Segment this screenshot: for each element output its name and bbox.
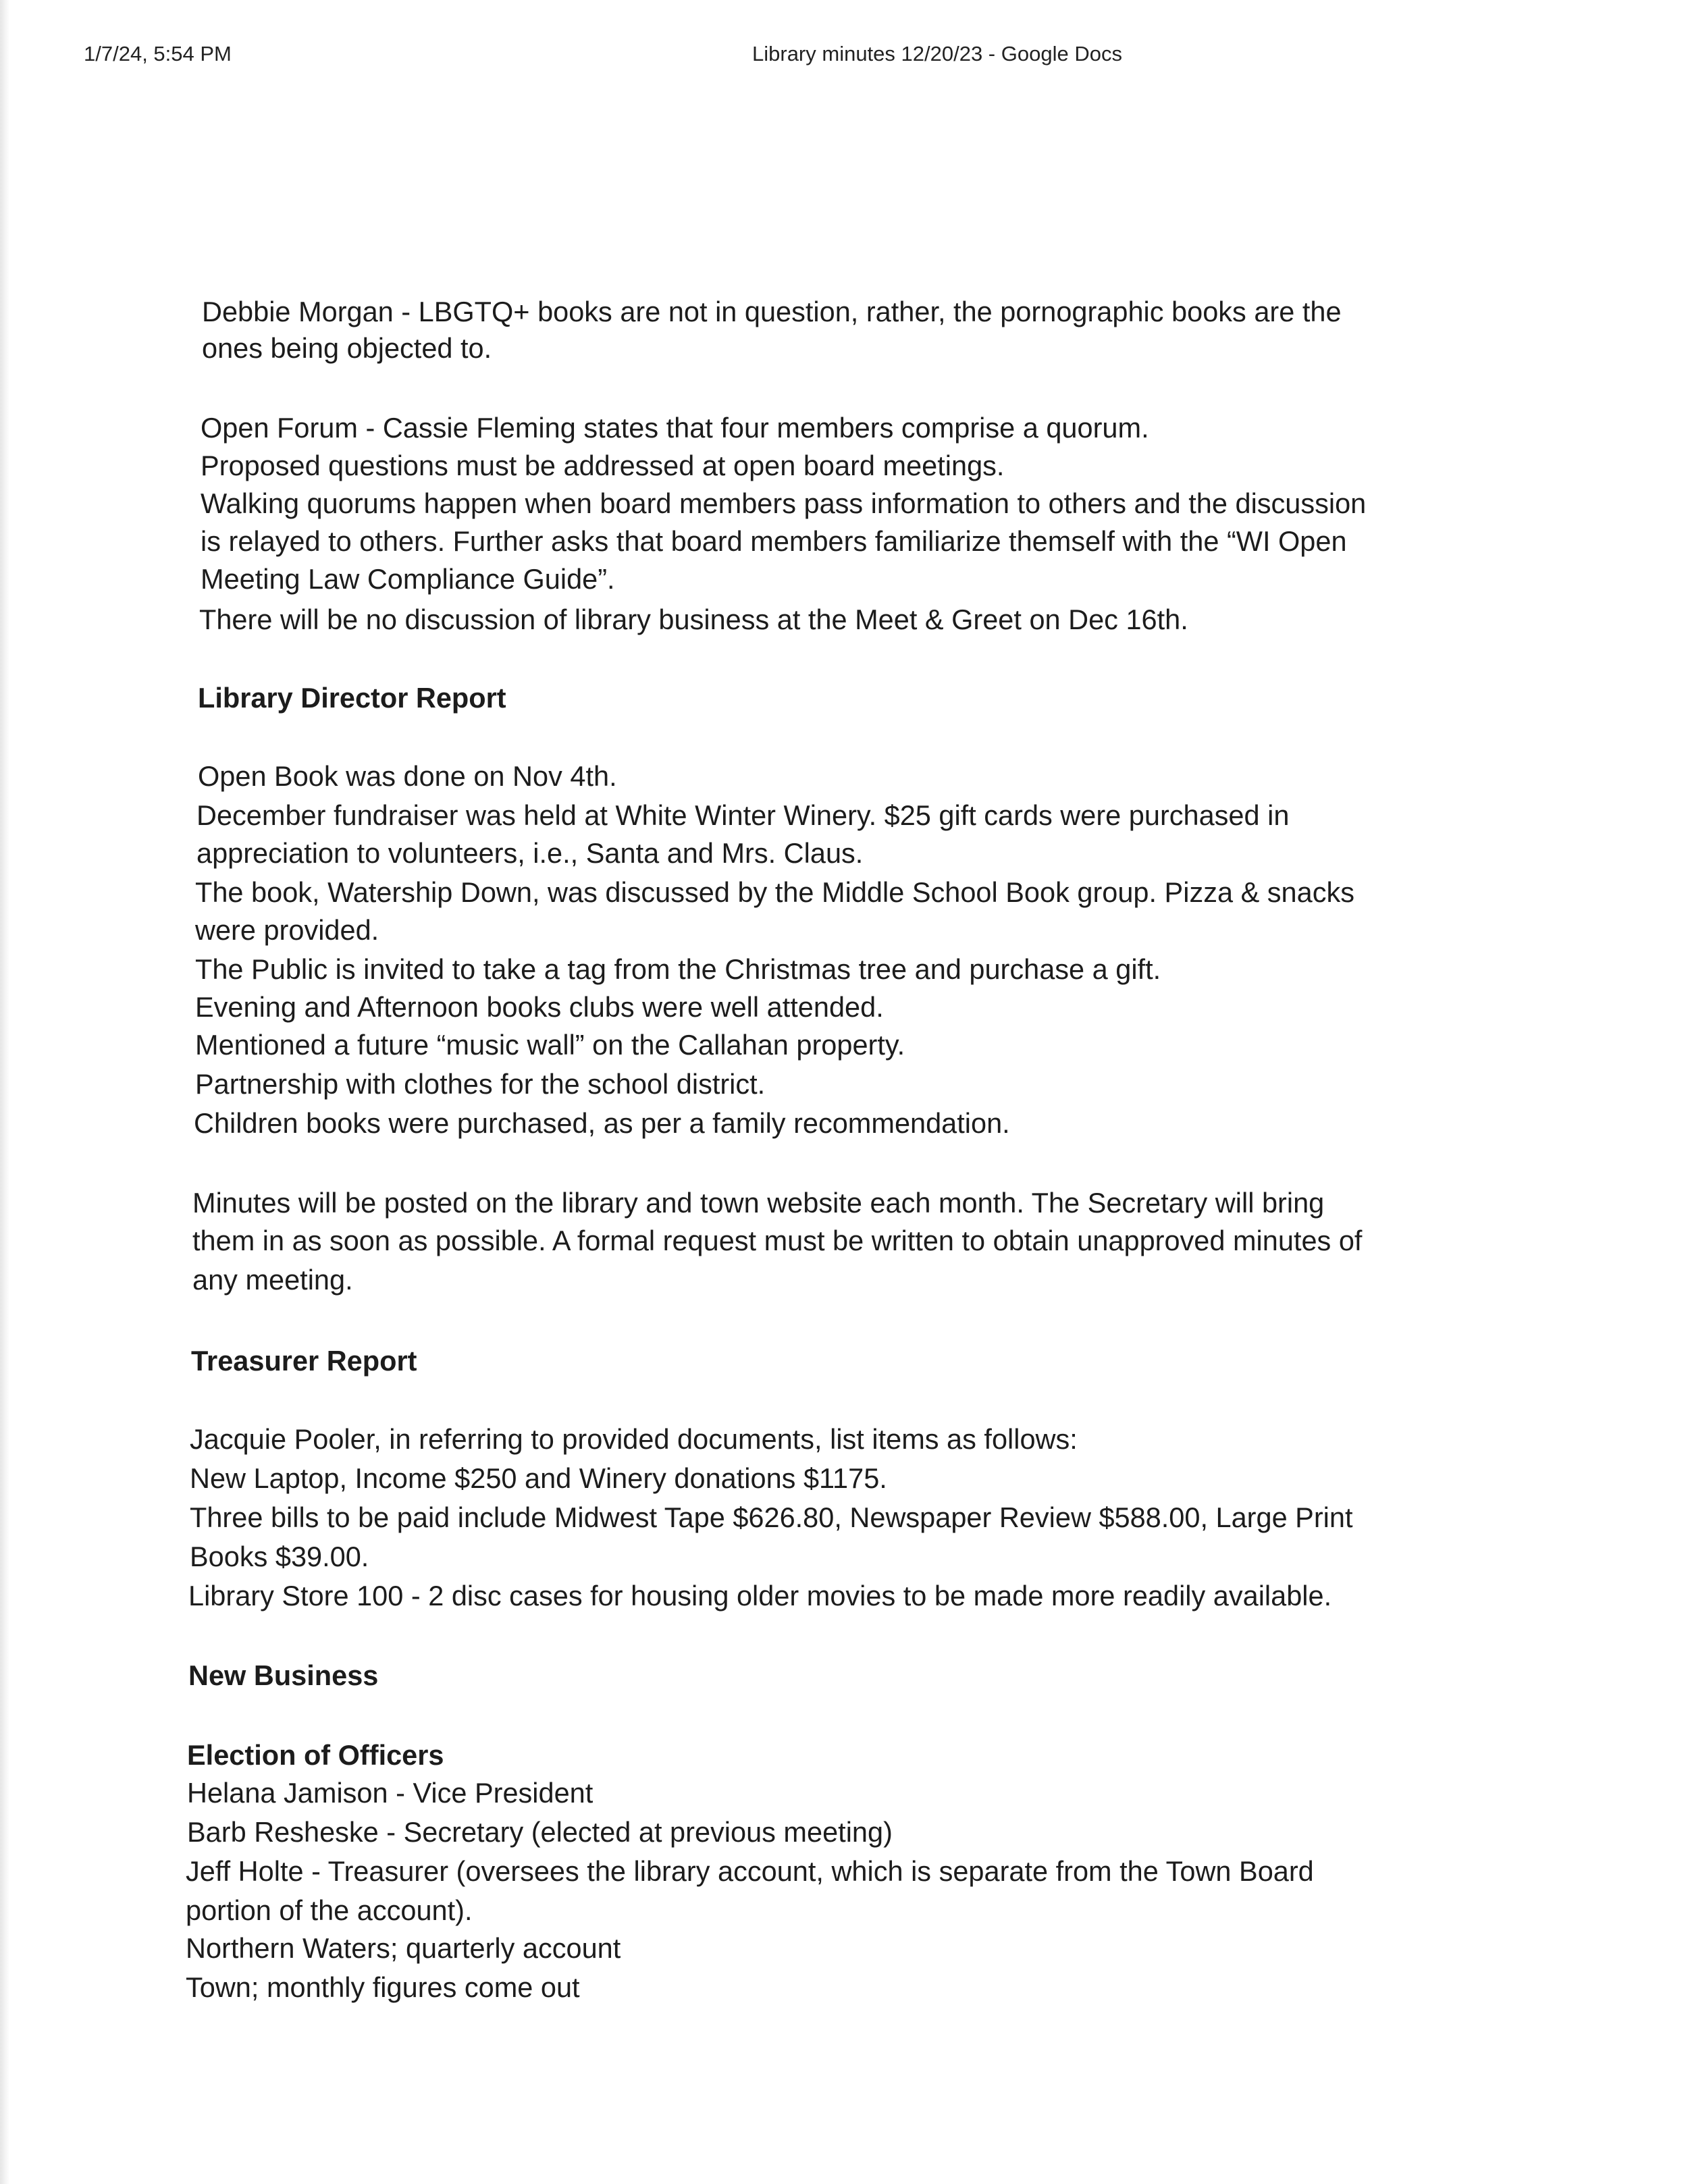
print-header [0, 42, 1688, 69]
paragraph-line: appreciation to volunteers, i.e., Santa and Mrs. Claus. [196, 837, 864, 869]
paragraph-line: is relayed to others. Further asks that board members familiarize themself with the “WI Open [201, 525, 1347, 557]
paragraph-line: were provided. [195, 914, 379, 946]
paragraph-line: Debbie Morgan - LBGTQ+ books are not in question, rather, the pornographic books are the [202, 296, 1342, 327]
paragraph-line: Three bills to be paid include Midwest Tape $626.80, Newspaper Review $588.00, Large Print [190, 1501, 1353, 1533]
paragraph-line: New Laptop, Income $250 and Winery donations $1175. [190, 1462, 887, 1494]
paragraph-line: Books $39.00. [190, 1541, 369, 1572]
paragraph-line: ones being objected to. [202, 332, 492, 364]
scan-edge [0, 0, 9, 2184]
paragraph-line: them in as soon as possible. A formal request must be written to obtain unapproved minutes of [192, 1225, 1363, 1256]
paragraph-line: Helana Jamison - Vice President [187, 1777, 594, 1809]
paragraph-line: Barb Resheske - Secretary (elected at previous meeting) [187, 1816, 893, 1848]
paragraph-line: Library Store 100 - 2 disc cases for housing older movies to be made more readily available. [188, 1580, 1332, 1612]
paragraph-line: portion of the account). [186, 1894, 473, 1926]
paragraph-line: Jeff Holte - Treasurer (oversees the library account, which is separate from the Town Board [186, 1855, 1314, 1887]
paragraph-line: Mentioned a future “music wall” on the Callahan property. [195, 1029, 905, 1061]
paragraph-line: The book, Watership Down, was discussed by the Middle School Book group. Pizza & snacks [195, 876, 1354, 908]
paragraph-line: There will be no discussion of library business at the Meet & Greet on Dec 16th. [199, 604, 1188, 635]
paragraph-line: Open Book was done on Nov 4th. [198, 760, 617, 792]
paragraph-line: Partnership with clothes for the school district. [195, 1068, 766, 1100]
paragraph-line: Meeting Law Compliance Guide”. [201, 563, 615, 595]
paragraph-line: any meeting. [192, 1264, 353, 1296]
paragraph-line: Open Forum - Cassie Fleming states that four members comprise a quorum. [201, 412, 1149, 444]
paragraph-line: December fundraiser was held at White Winter Winery. $25 gift cards were purchased in [196, 799, 1290, 831]
paragraph-line: Children books were purchased, as per a family recommendation. [194, 1107, 1010, 1139]
section-heading-election: Election of Officers [187, 1739, 444, 1771]
print-timestamp: 1/7/24, 5:54 PM [84, 42, 232, 65]
paragraph-line: Town; monthly figures come out [186, 1971, 580, 2003]
paragraph-line: Jacquie Pooler, in referring to provided documents, list items as follows: [190, 1423, 1078, 1455]
section-heading-new-business: New Business [188, 1659, 379, 1691]
section-heading-library-director: Library Director Report [198, 682, 506, 714]
paragraph-line: Minutes will be posted on the library and town website each month. The Secretary will bring [192, 1187, 1325, 1219]
paragraph-line: The Public is invited to take a tag from the Christmas tree and purchase a gift. [195, 953, 1161, 985]
paragraph-line: Northern Waters; quarterly account [186, 1932, 621, 1964]
paragraph-line: Walking quorums happen when board members pass information to others and the discussion [201, 487, 1367, 519]
document-title: Library minutes 12/20/23 - Google Docs [752, 42, 1122, 65]
paragraph-line: Evening and Afternoon books clubs were well attended. [195, 991, 884, 1023]
paragraph-line: Proposed questions must be addressed at open board meetings. [201, 450, 1005, 481]
section-heading-treasurer: Treasurer Report [191, 1345, 417, 1377]
